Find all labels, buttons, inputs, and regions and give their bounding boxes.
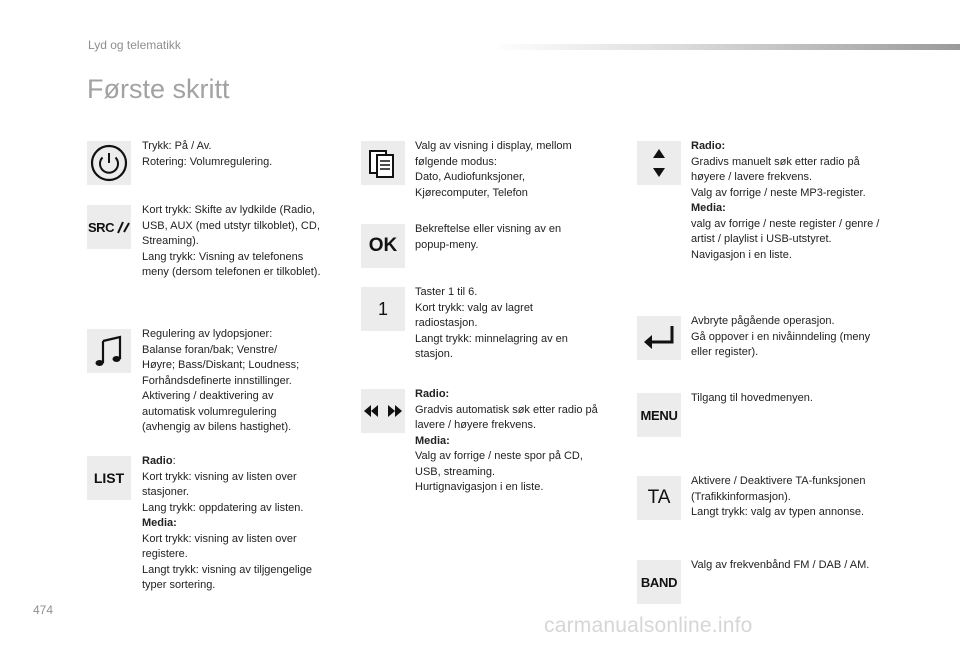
back-arrow-icon xyxy=(642,324,676,352)
list-description: Radio: Kort trykk: visning av listen over stasjoner. Lang trykk: oppdatering av listen. Media: Kort trykk: visning av listen over registere. Langt trykk: visning av tiljgengelige typer sortering. xyxy=(142,455,312,591)
display-mode-key xyxy=(361,141,405,185)
band-description: Valg av frekvenbånd FM / DAB / AM. xyxy=(691,559,870,571)
menu-description: Tilgang til hovedmenyen. xyxy=(691,392,813,404)
list-label: LIST xyxy=(93,470,125,486)
ok-description: Bekreftelse eller visning av en popup-meny. xyxy=(415,223,562,251)
header-rule xyxy=(490,44,960,50)
menu-key xyxy=(637,393,681,437)
ok-label: OK xyxy=(368,235,398,256)
up-down-arrows-icon xyxy=(651,147,667,179)
up-down-description: Radio: Gradivs manuelt søk etter radio på høyere / lavere frekvens. Valg av forrige / neste MP3-register. Media: valg av forrige / neste register / genre / artist / playlist i USB-utstyret. Navigasjon i en liste. xyxy=(691,140,880,261)
src-key xyxy=(87,205,131,249)
list-key xyxy=(87,456,131,500)
power-knob-key xyxy=(87,141,131,185)
ta-description: Aktivere / Deaktivere TA-funksjonen (Trafikkinformasjon). Langt trykk: valg av typen annonse. xyxy=(691,475,866,518)
seek-description: Radio: Gradvis automatisk søk etter radio på lavere / høyere frekvens. Media: Valg av forrige / neste spor på CD, USB, streaming. Hurtignavigasjon i en liste. xyxy=(415,388,598,493)
back-key xyxy=(637,316,681,360)
up-down-key xyxy=(637,141,681,185)
band-label: BAND xyxy=(640,574,678,590)
phone-slash-icon xyxy=(116,220,130,234)
music-note-icon xyxy=(93,334,125,368)
section-header: Lyd og telematikk xyxy=(88,38,181,52)
power-description: Trykk: På / Av. Rotering: Volumregulering. xyxy=(142,140,273,168)
preset-keys-description: Taster 1 til 6. Kort trykk: valg av lagret radiostasjon. Langt trykk: minnelagring av en stasjon. xyxy=(415,286,568,360)
page-title: Første skritt xyxy=(87,74,230,104)
preset-1-label: 1 xyxy=(377,298,388,319)
audio-settings-description: Regulering av lydopsjoner: Balanse foran/bak; Venstre/ Høyre; Bass/Diskant; Loudness; Forhåndsdefinerte innstillinger. Aktivering / deaktivering av automatisk volumregulering (avhengig av bilens hastighet). xyxy=(142,328,300,433)
seek-arrows-icon xyxy=(363,404,403,418)
src-label: SRC xyxy=(88,219,114,235)
display-pages-icon xyxy=(368,147,398,179)
watermark: carmanualsonline.info xyxy=(544,614,753,637)
ta-label: TA xyxy=(647,487,671,508)
display-mode-description: Valg av visning i display, mellom følgende modus: Dato, Audiofunksjoner, Kjørecomputer, Telefon xyxy=(415,140,572,199)
seek-key xyxy=(361,389,405,433)
menu-label: MENU xyxy=(640,407,678,423)
power-icon xyxy=(89,143,129,183)
band-key xyxy=(637,560,681,604)
back-description: Avbryte pågående operasjon. Gå oppover i en nivåinndeling (meny eller register). xyxy=(691,315,871,358)
src-description: Kort trykk: Skifte av lydkilde (Radio, USB, AUX (med utstyr tilkoblet), CD, Streaming). Lang trykk: Visning av telefonens meny (dersom telefonen er tilkoblet). xyxy=(142,204,321,278)
audio-settings-key xyxy=(87,329,131,373)
ok-key xyxy=(361,224,405,268)
preset-1-key xyxy=(361,287,405,331)
ta-key xyxy=(637,476,681,520)
page-number: 474 xyxy=(33,603,54,617)
